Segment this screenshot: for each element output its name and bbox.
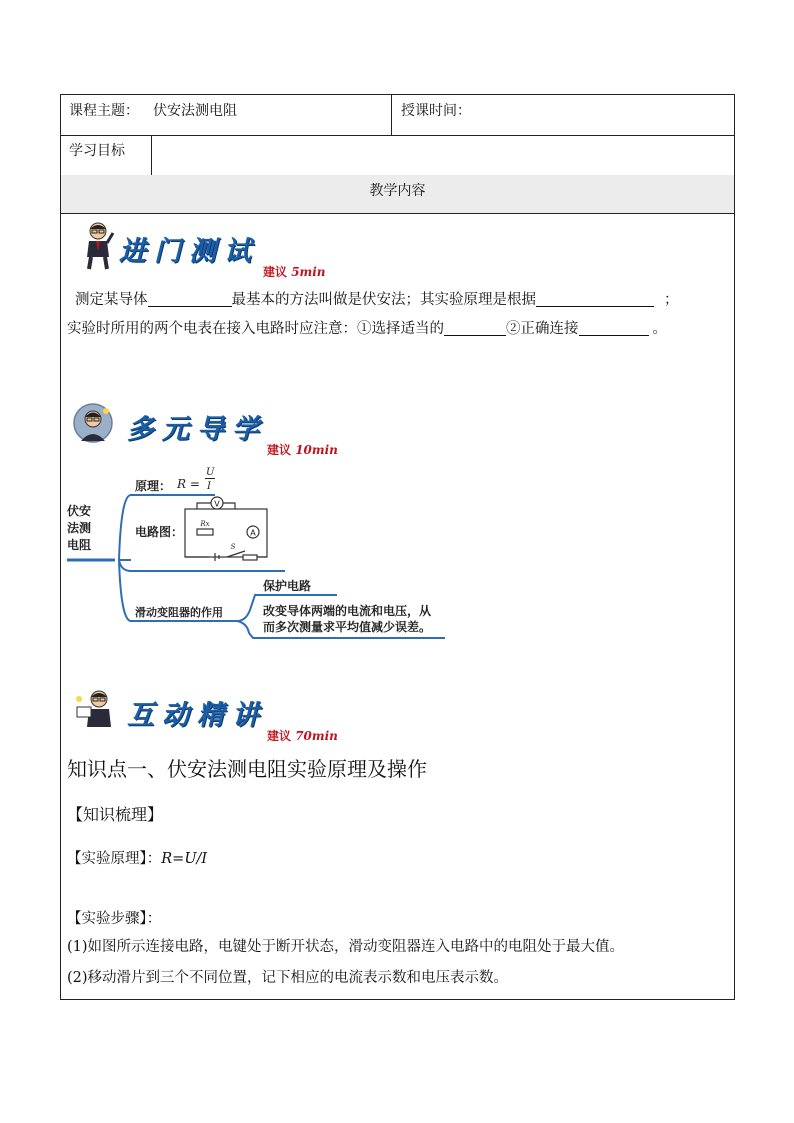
divider [61,135,734,136]
section-lecture-title: 互动精讲 [127,700,267,731]
divider [151,135,152,175]
switch-label: S [230,543,236,551]
section-guide-title: 多元导学 [127,414,267,445]
fill-blank[interactable] [148,290,232,307]
ammeter-label: A [250,528,256,538]
divider [61,213,734,214]
knowledge-point-title: 知识点一、伏安法测电阻实验原理及操作 [67,757,427,781]
resistor-label: Rx [200,520,210,528]
lesson-table [60,94,735,1000]
protect-circuit: 保护电路 [263,579,312,593]
section-test-header [75,219,335,279]
fill-blank[interactable] [444,319,506,336]
teacher-badge-icon [73,403,113,443]
principle-formula-den: I [207,481,211,492]
principle-label: 原理： [135,479,172,493]
goal-label: 学习目标 [69,143,125,159]
section-guide-suggest: 建议 10min [267,443,338,457]
topic-value: 伏安法测电阻 [153,103,237,119]
circuit-label: 电路图： [135,525,184,539]
test-line-2: 实验时所用的两个电表在接入电路时应注意：①选择适当的 ②正确连接 。 [67,321,667,337]
fill-blank[interactable] [579,319,649,336]
section-guide-header [71,399,341,457]
principle-line: 【实验原理】：R=U/I [67,851,208,867]
content-label: 教学内容 [369,183,426,199]
mind-map-root: 伏安 法测 电阻 [67,504,92,552]
rheostat-label: 滑动变阻器的作用 [135,606,223,619]
knowledge-review: 【知识梳理】 [67,805,164,824]
steps-label: 【实验步骤】： [67,911,162,927]
voltmeter-label: V [214,499,220,509]
section-lecture-suggest: 建议 70min [267,729,338,743]
teacher-reading-icon [75,689,119,729]
fill-blank[interactable] [536,290,654,307]
principle-formula-num: U [206,467,215,478]
step-2: (2)移动滑片到三个不同位置，记下相应的电流表示数和电压表示数。 [67,970,509,986]
principle-formula-lhs: R = [177,477,200,491]
mind-map [67,463,447,643]
section-test-suggest: 建议 5min [263,265,326,279]
section-test-title: 进门测试 [119,236,259,267]
time-label: 授课时间： [401,103,471,119]
topic-label: 课程主题： [69,103,139,119]
step-1: (1)如图所示连接电路，电键处于断开状态，滑动变阻器连入电路中的电阻处于最大值。 [67,939,625,955]
rheostat-effect: 改变导体两端的电流和电压，从 而多次测量求平均值减少误差。 [263,604,432,634]
divider [391,95,392,135]
teacher-icon [81,221,115,271]
section-lecture-header [71,685,341,743]
test-line-1: 测定某导体 最基本的方法叫做是伏安法；其实验原理是根据 ； [75,292,679,308]
